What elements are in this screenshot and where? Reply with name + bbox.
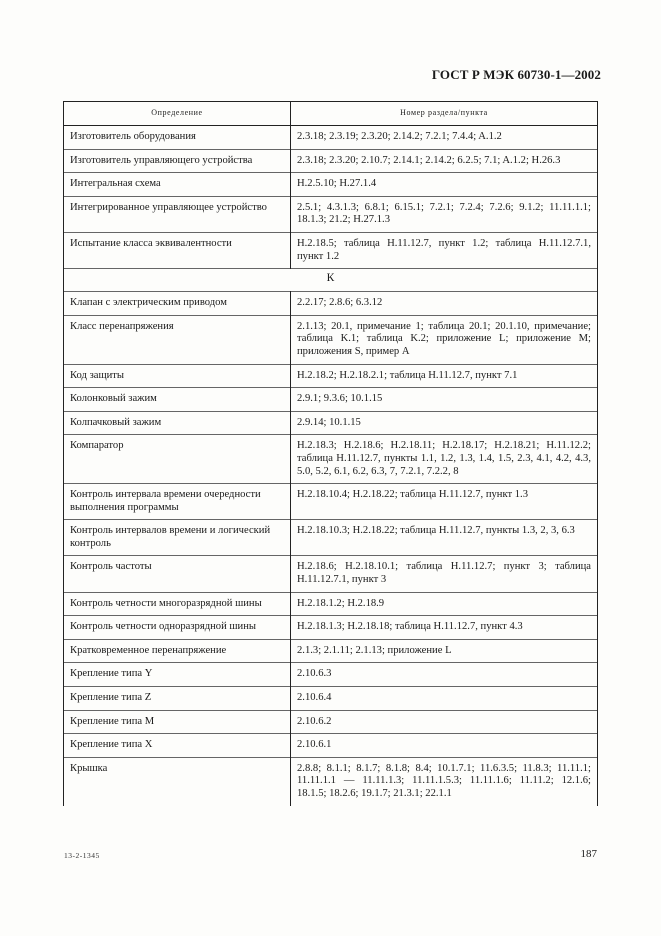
reference-cell: 2.9.1; 9.3.6; 10.1.15: [291, 388, 598, 412]
reference-cell: 2.10.6.3: [291, 663, 598, 687]
table-row: [64, 411, 598, 435]
table-row: [64, 757, 598, 805]
term-cell: Класс перенапряжения: [64, 315, 291, 364]
table-row: [64, 484, 598, 520]
reference-cell: 2.5.1; 4.3.1.3; 6.8.1; 6.15.1; 7.2.1; 7.2.4; 7.2.6; 9.1.2; 11.11.1.1; 18.1.3; 21.2; H.27.1.3: [291, 196, 598, 232]
term-cell: Код защиты: [64, 364, 291, 388]
letter-section-row: [64, 269, 598, 292]
table-row: [64, 315, 598, 364]
reference-cell: H.2.18.10.4; H.2.18.22; таблица H.11.12.7, пункт 1.3: [291, 484, 598, 520]
table-row: [64, 149, 598, 173]
reference-cell: 2.10.6.2: [291, 710, 598, 734]
term-cell: Интегральная схема: [64, 173, 291, 197]
table-row: [64, 232, 598, 268]
table-row: [64, 687, 598, 711]
page-number: 187: [580, 848, 597, 860]
term-cell: Крепление типа M: [64, 710, 291, 734]
reference-cell: H.2.18.1.3; H.2.18.18; таблица H.11.12.7, пункт 4.3: [291, 616, 598, 640]
section-letter: К: [64, 269, 598, 292]
table-row: [64, 639, 598, 663]
term-cell: Кратковременное перенапряжение: [64, 639, 291, 663]
reference-cell: H.2.5.10; H.27.1.4: [291, 173, 598, 197]
table-row: [64, 663, 598, 687]
column-header-section: Номер раздела/пункта: [291, 102, 598, 126]
term-cell: Испытание класса эквивалентности: [64, 232, 291, 268]
term-cell: Контроль интервалов времени и логический контроль: [64, 520, 291, 556]
reference-cell: 2.2.17; 2.8.6; 6.3.12: [291, 292, 598, 316]
term-cell: Изготовитель управляющего устройства: [64, 149, 291, 173]
table-row: [64, 292, 598, 316]
reference-cell: 2.1.13; 20.1, примечание 1; таблица 20.1; 20.1.10, примечание; таблица K.1; таблица K.2; приложение L; приложение M; приложения S, пример А: [291, 315, 598, 364]
table-header-row: [64, 102, 598, 126]
term-cell: Клапан с электрическим приводом: [64, 292, 291, 316]
term-cell: Крепление типа X: [64, 734, 291, 758]
term-cell: Изготовитель оборудования: [64, 126, 291, 150]
table-row: [64, 734, 598, 758]
term-cell: Крышка: [64, 757, 291, 805]
term-cell: Интегрированное управляющее устройство: [64, 196, 291, 232]
table-row: [64, 173, 598, 197]
table-row: [64, 126, 598, 150]
term-cell: Компаратор: [64, 435, 291, 484]
reference-cell: 2.3.18; 2.3.19; 2.3.20; 2.14.2; 7.2.1; 7.4.4; A.1.2: [291, 126, 598, 150]
term-cell: Крепление типа Z: [64, 687, 291, 711]
reference-cell: 2.10.6.1: [291, 734, 598, 758]
table-row: [64, 520, 598, 556]
reference-cell: 2.1.3; 2.1.11; 2.1.13; приложение L: [291, 639, 598, 663]
term-cell: Контроль частоты: [64, 556, 291, 592]
table-row: [64, 364, 598, 388]
document-header: ГОСТ Р МЭК 60730-1—2002: [431, 67, 601, 82]
table-row: [64, 435, 598, 484]
reference-cell: H.2.18.10.3; H.2.18.22; таблица H.11.12.7, пункты 1.3, 2, 3, 6.3: [291, 520, 598, 556]
reference-cell: H.2.18.5; таблица H.11.12.7, пункт 1.2; таблица H.11.12.7.1, пункт 1.2: [291, 232, 598, 268]
reference-cell: 2.9.14; 10.1.15: [291, 411, 598, 435]
term-cell: Контроль четности многоразрядной шины: [64, 592, 291, 616]
reference-cell: 2.8.8; 8.1.1; 8.1.7; 8.1.8; 8.4; 10.1.7.1; 11.6.3.5; 11.8.3; 11.11.1; 11.11.1.1 — 11.11.1.3; 11.11.1.5.3; 11.11.1.6; 11.11.2; 12.1.6; 18.1.5; 18.2.6; 19.1.7; 21.3.1; 22.1.1: [291, 757, 598, 805]
print-code: 13-2-1345: [64, 851, 100, 860]
table-row: [64, 710, 598, 734]
column-header-definition: Определение: [64, 102, 291, 126]
term-cell: Контроль четности одноразрядной шины: [64, 616, 291, 640]
reference-cell: H.2.18.2; H.2.18.2.1; таблица H.11.12.7, пункт 7.1: [291, 364, 598, 388]
reference-cell: H.2.18.1.2; H.2.18.9: [291, 592, 598, 616]
reference-cell: H.2.18.6; H.2.18.10.1; таблица H.11.12.7; пункт 3; таблица H.11.12.7.1, пункт 3: [291, 556, 598, 592]
reference-cell: H.2.18.3; H.2.18.6; H.2.18.11; H.2.18.17; H.2.18.21; H.11.12.2; таблица H.11.12.7, пункты 1.1, 1.2, 1.3, 1.4, 1.5, 2.3, 4.1, 4.2, 4.3, 5.0, 5.2, 6.1, 6.2, 6.3, 7, 7.2.1, 7.2.2, 8: [291, 435, 598, 484]
table-body: [64, 126, 598, 806]
term-cell: Крепление типа Y: [64, 663, 291, 687]
table-row: [64, 616, 598, 640]
term-cell: Контроль интервала времени очередности выполнения программы: [64, 484, 291, 520]
reference-cell: 2.10.6.4: [291, 687, 598, 711]
table-row: [64, 388, 598, 412]
table-row: [64, 556, 598, 592]
table-row: [64, 196, 598, 232]
term-cell: Колонковый зажим: [64, 388, 291, 412]
table-row: [64, 592, 598, 616]
index-table: [63, 101, 598, 806]
term-cell: Колпачковый зажим: [64, 411, 291, 435]
reference-cell: 2.3.18; 2.3.20; 2.10.7; 2.14.1; 2.14.2; 6.2.5; 7.1; A.1.2; H.26.3: [291, 149, 598, 173]
